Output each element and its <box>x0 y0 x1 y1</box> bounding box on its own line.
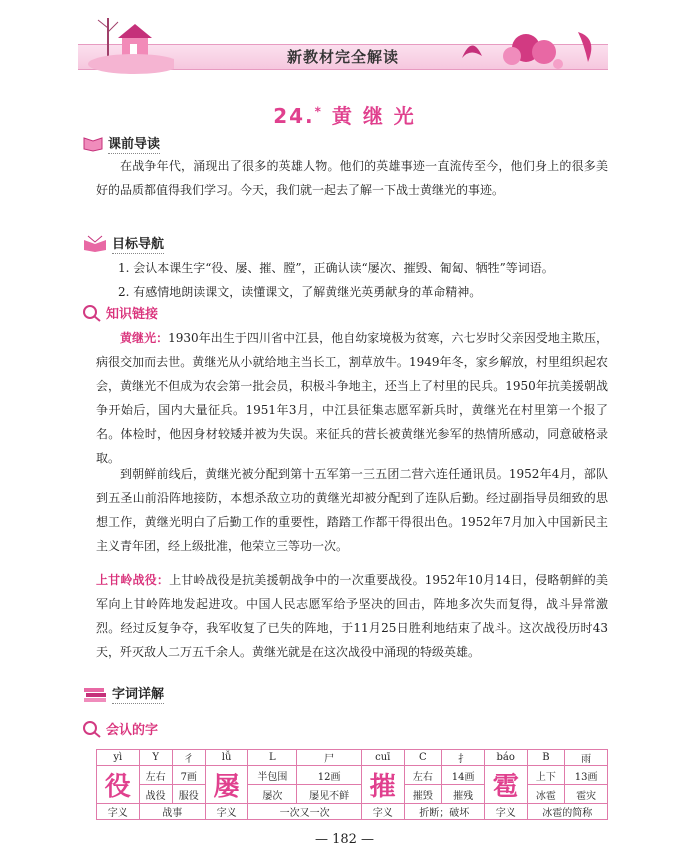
structure: 左右 <box>139 766 172 785</box>
character: 摧 <box>361 766 404 804</box>
section-knowledge <box>82 302 158 324</box>
keyword: 黄继光： <box>120 331 169 345</box>
struct-code: B <box>527 750 565 766</box>
word: 屡次 <box>248 785 297 804</box>
strokes: 12画 <box>297 766 362 785</box>
struct-code: Y <box>139 750 172 766</box>
lesson-name: 黄 继 光 <box>331 104 416 128</box>
pinyin: yì <box>97 750 140 766</box>
radical: 扌 <box>442 750 485 766</box>
character: 役 <box>97 766 140 804</box>
lesson-star: * <box>314 104 323 119</box>
meaning: 冰雹的简称 <box>527 804 607 820</box>
word: 冰雹 <box>527 785 565 804</box>
character-table <box>96 749 608 820</box>
magnifier-icon <box>82 304 102 322</box>
strokes: 7画 <box>172 766 205 785</box>
meaning: 战事 <box>139 804 205 820</box>
structure: 半包围 <box>248 766 297 785</box>
lesson-title <box>0 100 689 129</box>
magnifier-icon <box>82 720 102 738</box>
open-book-icon <box>82 234 108 252</box>
pinyin: cuī <box>361 750 404 766</box>
knowledge-paragraph <box>96 326 608 470</box>
pinyin: báo <box>484 750 527 766</box>
character: 雹 <box>484 766 527 804</box>
paragraph-text: 1930年出生于四川省中江县，他自幼家境极为贫寒，六七岁时父亲因受地主欺压，病很交加而去世。黄继光从小就给地主当长工，割草放牛。1949年冬，家乡解放，村里组织起农会，黄继光不但成为农会第一批会员，积极斗争地主，还当上了村里的民兵。1950年抗美援朝战争开始后，国内大量征兵。1951年3月，中江县征集志愿军新兵时，黄继光在村里第一个报了名。体检时，他因身材较矮并被为失误。来征兵的营长被黄继光参军的热情所感动，同意破格录取。 <box>96 331 608 465</box>
pinyin: lǚ <box>205 750 248 766</box>
knowledge-paragraph <box>96 568 608 664</box>
word: 服役 <box>172 785 205 804</box>
goal-item: 1. 会认本课生字“役、屡、摧、膛”，正确认读“屡次、摧毁、匍匐、牺牲”等词语。 <box>118 261 554 275</box>
stacked-books-icon <box>82 684 108 702</box>
word: 屡见不鲜 <box>297 785 362 804</box>
word: 摧残 <box>442 785 485 804</box>
meaning-label: 字义 <box>205 804 248 820</box>
lesson-number: 24. <box>273 104 315 128</box>
section-label: 目标导航 <box>112 233 164 254</box>
section-label: 知识链接 <box>106 307 159 322</box>
section-label: 字词详解 <box>112 683 164 704</box>
section-label: 课前导读 <box>108 133 160 154</box>
flower-decoration-icon <box>448 18 608 78</box>
pre-reading-text: 在战争年代，涌现出了很多的英雄人物。他们的英雄事迹一直流传至今，他们身上的很多美好的品质都值得我们学习。今天，我们就一起去了解一下战士黄继光的事迹。 <box>96 159 608 197</box>
goal-list <box>118 256 608 304</box>
section-pre-reading <box>82 132 160 154</box>
struct-code: C <box>404 750 442 766</box>
meaning-label: 字义 <box>97 804 140 820</box>
character: 屡 <box>205 766 248 804</box>
knowledge-paragraph: 到朝鲜前线后，黄继光被分配到第十五军第一三五团二营六连任通讯员。1952年4月，部队到五圣山前沿阵地接防，本想杀敌立功的黄继光却被分配到了连队后勤。经过副指导员细致的思想工作，黄继光明白了后勤工作的重要性，踏踏工作都干得很出色。1952年7月加入中国新民主主义青年团，经上级批准，他荣立三等功一次。 <box>96 467 608 553</box>
section-label: 会认的字 <box>106 723 159 738</box>
struct-code: L <box>248 750 297 766</box>
radical: 尸 <box>297 750 362 766</box>
strokes: 13画 <box>565 766 608 785</box>
header-title: 新教材完全解读 <box>286 48 399 66</box>
word: 雹灾 <box>565 785 608 804</box>
book-icon <box>82 134 104 152</box>
strokes: 14画 <box>442 766 485 785</box>
paragraph-text: 上甘岭战役是抗美援朝战争中的一次重要战役。1952年10月14日，侵略朝鲜的美军向上甘岭阵地发起进攻。中国人民志愿军给予坚决的回击，阵地多次失而复得，战斗异常激烈。经过反复争夺，我军收复了已失的阵地，于11月25日胜利地结束了战斗。这次战役历时43天，歼灭敌人二万五千余人。黄继光就是在这次战役中涌现的特级英雄。 <box>96 573 608 659</box>
house-decoration-icon <box>84 14 174 78</box>
section-recognize <box>82 718 158 740</box>
radical: 雨 <box>565 750 608 766</box>
keyword: 上甘岭战役： <box>96 573 170 587</box>
structure: 上下 <box>527 766 565 785</box>
goal-item: 2. 有感情地朗读课文，读懂课文，了解黄继光英勇献身的革命精神。 <box>118 285 482 299</box>
meaning-label: 字义 <box>484 804 527 820</box>
meaning: 一次又一次 <box>248 804 362 820</box>
section-words <box>82 682 164 704</box>
section-goals <box>82 232 164 254</box>
meaning: 折断；破坏 <box>404 804 484 820</box>
meaning-label: 字义 <box>361 804 404 820</box>
radical: 彳 <box>172 750 205 766</box>
structure: 左右 <box>404 766 442 785</box>
word: 战役 <box>139 785 172 804</box>
page-number: — 182 — <box>314 832 375 847</box>
word: 摧毁 <box>404 785 442 804</box>
